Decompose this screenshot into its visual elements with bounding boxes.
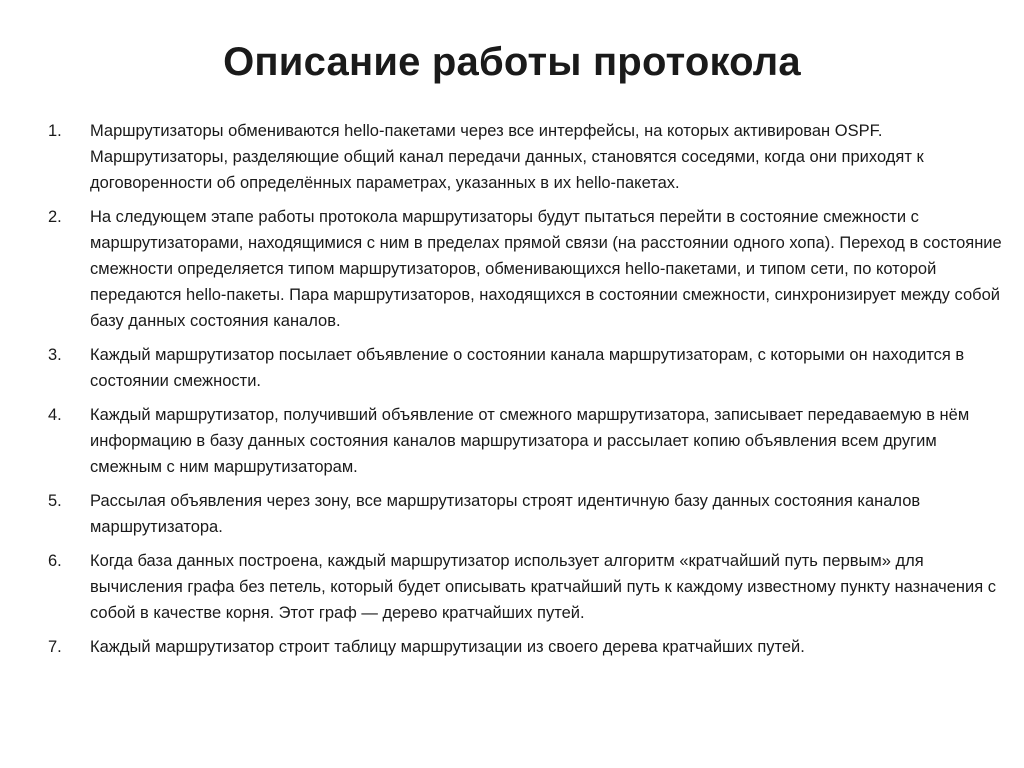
list-item-text: Когда база данных построена, каждый маршрутизатор использует алгоритм «кратчайший путь первым» для вычисления графа без петель, который будет описывать кратчайший путь к каждому известному пункту назначения с собой в качестве корня. Этот граф — дерево кратчайших путей. — [90, 552, 997, 622]
list-item — [48, 118, 1012, 196]
list-item-text: Каждый маршрутизатор строит таблицу маршрутизации из своего дерева кратчайших путей. — [90, 638, 805, 656]
list-item — [48, 402, 1012, 480]
list-item-text: Рассылая объявления через зону, все маршрутизаторы строят идентичную базу данных состояния каналов маршрутизатора. — [90, 492, 921, 536]
list-item-text: Каждый маршрутизатор, получивший объявление от смежного маршрутизатора, записывает передаваемую в нём информацию в базу данных состояния каналов маршрутизатора и рассылает копию объявления всем другим смежным с ним маршрутизаторам. — [90, 406, 970, 476]
list-item-number: 6. — [48, 552, 62, 570]
list-item — [48, 342, 1012, 394]
slide-title: Описание работы протокола — [223, 40, 801, 84]
list-item-number: 1. — [48, 122, 62, 140]
list-item — [48, 488, 1012, 540]
list-item — [48, 204, 1012, 334]
list-item-number: 3. — [48, 346, 62, 364]
list-item-text: На следующем этапе работы протокола маршрутизаторы будут пытаться перейти в состояние смежности с маршрутизаторами, находящимися с ним в пределах прямой связи (на расстоянии одного хопа). Переход в состояние смежности определяется типом маршрутизаторов, обменивающихся hello-пакетами, и типом сети, по которой передаются hello-пакеты. Пара маршрутизаторов, находящихся в состоянии смежности, синхронизирует между собой базу данных состояния каналов. — [90, 208, 1002, 330]
numbered-list — [48, 118, 1012, 668]
list-item — [48, 548, 1012, 626]
list-item-text: Маршрутизаторы обмениваются hello-пакетами через все интерфейсы, на которых активирован OSPF. Маршрутизаторы, разделяющие общий канал передачи данных, становятся соседями, когда они приходят к договоренности об определённых параметрах, указанных в их hello-пакетах. — [90, 122, 924, 192]
list-item-text: Каждый маршрутизатор посылает объявление о состоянии канала маршрутизаторам, с которыми он находится в состоянии смежности. — [90, 346, 965, 390]
list-item-number: 5. — [48, 492, 62, 510]
list-item — [48, 634, 1012, 660]
list-item-number: 7. — [48, 638, 62, 656]
list-item-number: 2. — [48, 208, 62, 226]
list-item-number: 4. — [48, 406, 62, 424]
